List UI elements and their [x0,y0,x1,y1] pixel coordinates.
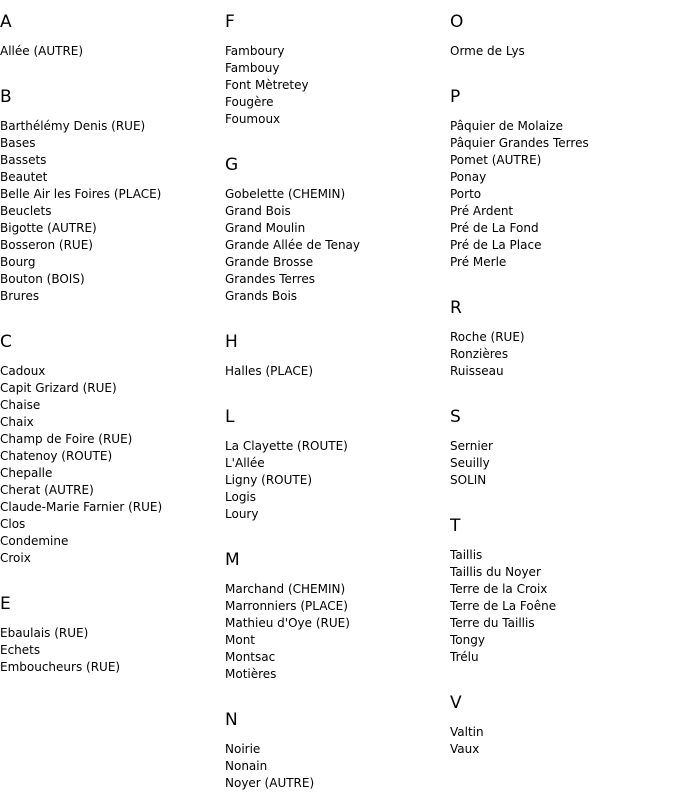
letter-heading: V [450,693,462,713]
street-link[interactable]: Foumoux [225,112,281,126]
letter-group-f [225,0,360,128]
street-link[interactable]: Chaix [0,415,34,429]
letter-group-a [0,0,162,60]
street-link[interactable]: Pré Ardent [450,204,514,218]
street-link[interactable]: Taillis [450,548,483,562]
street-link[interactable]: Pomet (AUTRE) [450,153,542,167]
street-link[interactable]: Fougère [225,95,274,109]
street-link[interactable]: Noirie [225,742,261,756]
street-link[interactable]: Montsac [225,650,276,664]
street-link[interactable]: La Clayette (ROUTE) [225,439,348,453]
letter-group-h [225,320,360,380]
street-link[interactable]: Beautet [0,170,48,184]
letter-group-c [0,320,162,567]
street-link[interactable]: Clos [0,517,26,531]
street-link[interactable]: Famboury [225,44,285,58]
street-link[interactable]: Terre de la Croix [450,582,548,596]
street-link[interactable]: Valtin [450,725,484,739]
street-link[interactable]: Font Mètretey [225,78,309,92]
letter-group-m [225,538,360,683]
street-link[interactable]: Bosseron (RUE) [0,238,93,252]
letter-heading: O [450,12,464,32]
letter-group-p [450,75,589,271]
letter-group-s [450,395,589,489]
letter-group-l [225,395,360,523]
street-link[interactable]: Ebaulais (RUE) [0,626,89,640]
letter-group-b [0,75,162,305]
street-link[interactable]: Halles (PLACE) [225,364,314,378]
street-link[interactable]: L'Allée [225,456,265,470]
street-link[interactable]: Ligny (ROUTE) [225,473,312,487]
letter-heading: R [450,298,462,318]
street-link[interactable]: Noyer (AUTRE) [225,776,315,790]
street-link[interactable]: Grande Brosse [225,255,314,269]
street-link[interactable]: Terre du Taillis [450,616,535,630]
street-link[interactable]: Pâquier Grandes Terres [450,136,589,150]
street-link[interactable]: Marronniers (PLACE) [225,599,348,613]
street-link[interactable]: Capit Grizard (RUE) [0,381,117,395]
street-link[interactable]: Trélu [450,650,479,664]
letter-group-e [0,582,162,676]
street-link[interactable]: Roche (RUE) [450,330,525,344]
street-link[interactable]: Ronzières [450,347,509,361]
street-link[interactable]: Terre de La Foêne [450,599,557,613]
street-link[interactable]: Chaise [0,398,41,412]
letter-group-g [225,143,360,305]
street-link[interactable]: Echets [0,643,41,657]
street-link[interactable]: Pré de La Fond [450,221,539,235]
street-link[interactable]: SOLIN [450,473,487,487]
street-link[interactable]: Cherat (AUTRE) [0,483,94,497]
letter-heading: B [0,87,12,107]
street-link[interactable]: Orme de Lys [450,44,525,58]
street-index-column-3 [450,0,589,773]
street-link[interactable]: Fambouy [225,61,280,75]
letter-heading: M [225,550,240,570]
street-link[interactable]: Grand Bois [225,204,291,218]
street-link[interactable]: Porto [450,187,482,201]
street-index-column-1 [0,0,162,691]
letter-group-n [225,698,360,792]
street-link[interactable]: Condemine [0,534,69,548]
street-link[interactable]: Logis [225,490,257,504]
street-link[interactable]: Belle Air les Foires (PLACE) [0,187,162,201]
street-link[interactable]: Champ de Foire (RUE) [0,432,133,446]
letter-heading: F [225,12,235,32]
street-link[interactable]: Beuclets [0,204,52,218]
street-index-column-2 [225,0,360,807]
street-link[interactable]: Pré Merle [450,255,507,269]
street-link[interactable]: Allée (AUTRE) [0,44,84,58]
letter-heading: N [225,710,238,730]
street-link[interactable]: Chepalle [0,466,53,480]
street-link[interactable]: Emboucheurs (RUE) [0,660,121,674]
letter-group-v [450,681,589,758]
street-link[interactable]: Pré de La Place [450,238,542,252]
street-link[interactable]: Croix [0,551,31,565]
letter-heading: P [450,87,461,107]
letter-heading: S [450,407,461,427]
street-link[interactable]: Loury [225,507,259,521]
street-link[interactable]: Grande Allée de Tenay [225,238,361,252]
street-link[interactable]: Barthélémy Denis (RUE) [0,119,146,133]
street-link[interactable]: Pâquier de Molaize [450,119,563,133]
street-link[interactable]: Motières [225,667,277,681]
letter-heading: H [225,332,238,352]
street-link[interactable]: Mont [225,633,256,647]
street-link[interactable]: Bigotte (AUTRE) [0,221,97,235]
street-link[interactable]: Grands Bois [225,289,298,303]
street-link[interactable]: Tongy [450,633,485,647]
letter-heading: E [0,594,11,614]
street-link[interactable]: Bourg [0,255,36,269]
street-link[interactable]: Sernier [450,439,493,453]
street-link[interactable]: Bouton (BOIS) [0,272,85,286]
street-link[interactable]: Seuilly [450,456,490,470]
letter-heading: C [0,332,12,352]
letter-group-o [450,0,589,60]
letter-heading: T [450,516,461,536]
letter-heading: A [0,12,12,32]
letter-heading: L [225,407,235,427]
street-link[interactable]: Taillis du Noyer [450,565,541,579]
street-link[interactable]: Bases [0,136,36,150]
street-link[interactable]: Nonain [225,759,268,773]
street-link[interactable]: Chatenoy (ROUTE) [0,449,113,463]
street-link[interactable]: Ruisseau [450,364,504,378]
letter-heading: G [225,155,239,175]
street-link[interactable]: Claude-Marie Farnier (RUE) [0,500,163,514]
street-link[interactable]: Vaux [450,742,480,756]
letter-group-r [450,286,589,380]
street-link[interactable]: Gobelette (CHEMIN) [225,187,346,201]
street-link[interactable]: Mathieu d'Oye (RUE) [225,616,350,630]
street-link[interactable]: Grand Moulin [225,221,306,235]
street-link[interactable]: Ponay [450,170,487,184]
letter-group-t [450,504,589,666]
street-link[interactable]: Cadoux [0,364,46,378]
street-link[interactable]: Brures [0,289,40,303]
street-link[interactable]: Bassets [0,153,47,167]
street-link[interactable]: Marchand (CHEMIN) [225,582,346,596]
street-link[interactable]: Grandes Terres [225,272,315,286]
